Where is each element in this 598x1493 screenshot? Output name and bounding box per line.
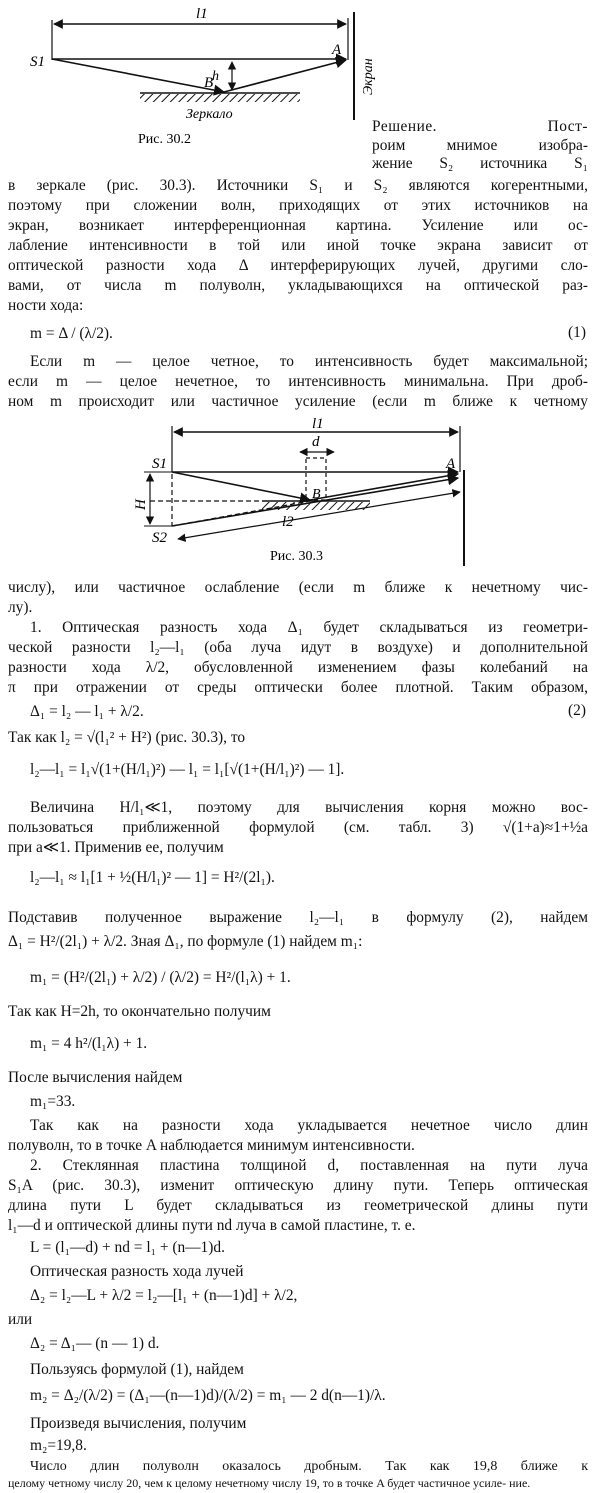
para-2 [8,352,588,412]
equation-1-number: (1) [568,324,586,341]
text-line: π при отражении от среды оптически более плотной. Таким образом, [8,679,588,696]
fig1-caption: Рис. 30.2 [138,132,191,147]
text-line: После вычисления найдем [8,1069,183,1086]
para-5 [8,906,588,954]
text-line: Число длин полуволн оказалось дробным. Так как 19,8 ближе к [30,1459,588,1474]
text-line: точке A будет частичное усиле- [345,1476,507,1490]
para-7 [8,1458,588,1475]
equation-12: m₂=19,8. [30,1437,87,1454]
equation-10: Δ₂ = Δ₁— (n — 1) d. [30,1335,160,1352]
equation-8: L = (l₁—d) + nd = l₁ + (n—1)d. [30,1239,225,1256]
text-line: 1. Оптическая разность хода Δ₁ будет складываться из геометри- [30,619,588,636]
intro-line: роим мнимое изобра- [372,136,588,154]
text-line: Пользуясь формулой (1), найдем [30,1361,244,1378]
text-line: 2. Стеклянная пластина толщиной d, поставленная на пути луча [30,1157,588,1174]
text-line: Δ₁ = H²/(2l₁) + λ/2. Зная Δ₁, по формуле (1) найдем m₁: [8,933,363,950]
equation-2-number: (2) [568,702,586,719]
fig2-caption: Рис. 30.3 [270,549,323,564]
text-line: вами, от числа m полуволн, укладывающихся на оптической раз- [8,277,588,294]
intro-line: Решение. Пост- [372,118,588,135]
fig2-label-B: B [312,487,321,502]
text-line: ние. [509,1476,531,1490]
fig1-label-B: B [204,75,214,91]
text-line: l₁—d и оптической длины пути nd луча в самой пластине, т. е. [8,1217,416,1234]
fig2-label-d: d [312,434,320,450]
fig1-label-A: A [332,42,342,58]
text-line: лу). [8,599,33,616]
para-4 [8,798,588,858]
equation-11: m₂ = Δ₂/(λ/2) = (Δ₁—(n—1)d)/(λ/2) = m₁ — 2 d(n—1)/λ. [30,1387,386,1404]
text-line: Так как на разности хода укладывается нечетное число длин [30,1117,588,1134]
fig2-label-A: A [446,456,456,472]
fig2-label-S2: S2 [152,530,167,546]
text-line: пользоваться приближенной формулой (см. табл. 3) √(1+a)≈1+½a [8,819,588,836]
text-line: оптической разности хода Δ интерферирующих лучей, другими сло- [8,257,588,274]
text-line: в зеркале (рис. 30.3). Источники S₁ и S₂ являются когерентными, [8,177,588,194]
text-line: Так как l₂ = √(l₁² + H²) (рис. 30.3), то [8,729,246,746]
text-line: экран, возникает интерференционная картина. Усиление или ос- [8,217,588,234]
text-line: ческой разности l₂—l₁ (оба луча идут в воздухе) и дополнительной [8,639,588,656]
text-line: полуволн, то в точке A наблюдается минимум интенсивности. [8,1137,415,1154]
intro-side [372,118,588,174]
text-line: или [8,1311,33,1328]
equation-9: Δ₂ = l₂—L + λ/2 = l₂—[l₁ + (n—1)d] + λ/2, [30,1287,298,1304]
text-line: S₁A (рис. 30.3), изменит оптическую длину пути. Теперь оптическая [8,1177,588,1194]
equation-3: l₂—l₁ = l₁√(1+(H/l₁)²) — l₁ = l₁[√(1+(H/l₁)²) — 1]. [30,761,345,778]
fig1-label-ekran: Экран [361,58,376,95]
para-7-tail [8,1476,588,1490]
text-line: Подставив полученное выражение l₂—l₁ в формулу (2), найдем [8,909,588,926]
equation-7: m₁=33. [30,1093,76,1110]
text-line: при a≪1. Применив ее, получим [8,839,224,856]
text-line: если m — целое нечетное, то интенсивность минимальна. При дроб- [8,373,588,390]
text-line: Оптическая разность хода лучей [30,1263,244,1280]
text-line: целому четному числу 20, чем к целому нечетному числу 19, то в [8,1476,343,1490]
equation-1: m = Δ / (λ/2). [30,325,113,342]
equation-5: m₁ = (H²/(2l₁) + λ/2) / (λ/2) = H²/(l₁λ) + 1. [30,969,291,986]
equation-4: l₂—l₁ ≈ l₁[1 + ½(H/l₁)² — 1] = H²/(2l₁). [30,869,275,886]
fig1-label-h: h [212,69,219,84]
fig2-label-l1: l1 [312,416,324,432]
fig2-label-S1: S1 [152,456,167,472]
text-line: лабление интенсивности в той или иной точке экрана зависит от [8,237,588,254]
text-line: ном m происходит или частичное усиление (если m ближе к четному [8,393,588,410]
text-line: Если m — целое четное, то интенсивность будет максимальной; [30,353,588,370]
text-line: длина пути L будет складываться из геометрической длины пути [8,1197,588,1214]
text-line: Величина H/l₁≪1, поэтому для вычисления корня можно вос- [30,799,588,816]
para-6 [8,1116,588,1236]
fig2-label-H: H [133,499,149,510]
text-line: числу), или частичное ослабление (если m ближе к нечетному чис- [8,579,588,596]
equation-2: Δ₁ = l₂ — l₁ + λ/2. [30,703,144,720]
para-3 [8,578,588,698]
fig1-label-S1: S1 [30,54,45,70]
fig1-label-mirror: Зеркало [186,107,233,122]
text-line: Произведя вычисления, получим [30,1415,247,1432]
figure-30-3 [0,414,598,574]
fig2-label-l2: l2 [282,514,294,530]
equation-6: m₁ = 4 h²/(l₁λ) + 1. [30,1035,148,1052]
text-line: ности хода: [8,297,84,314]
text-line: Так как H=2h, то окончательно получим [8,1003,271,1020]
text-line: разности хода λ/2, обусловленной изменением фазы колебаний на [8,659,588,676]
text-line: поэтому при сложении волн, приходящих от этих источников на [8,197,588,214]
fig1-label-l1: l1 [196,6,208,22]
intro-line: жение S₂ источника S₁ [372,155,588,172]
intro-body [8,176,588,316]
